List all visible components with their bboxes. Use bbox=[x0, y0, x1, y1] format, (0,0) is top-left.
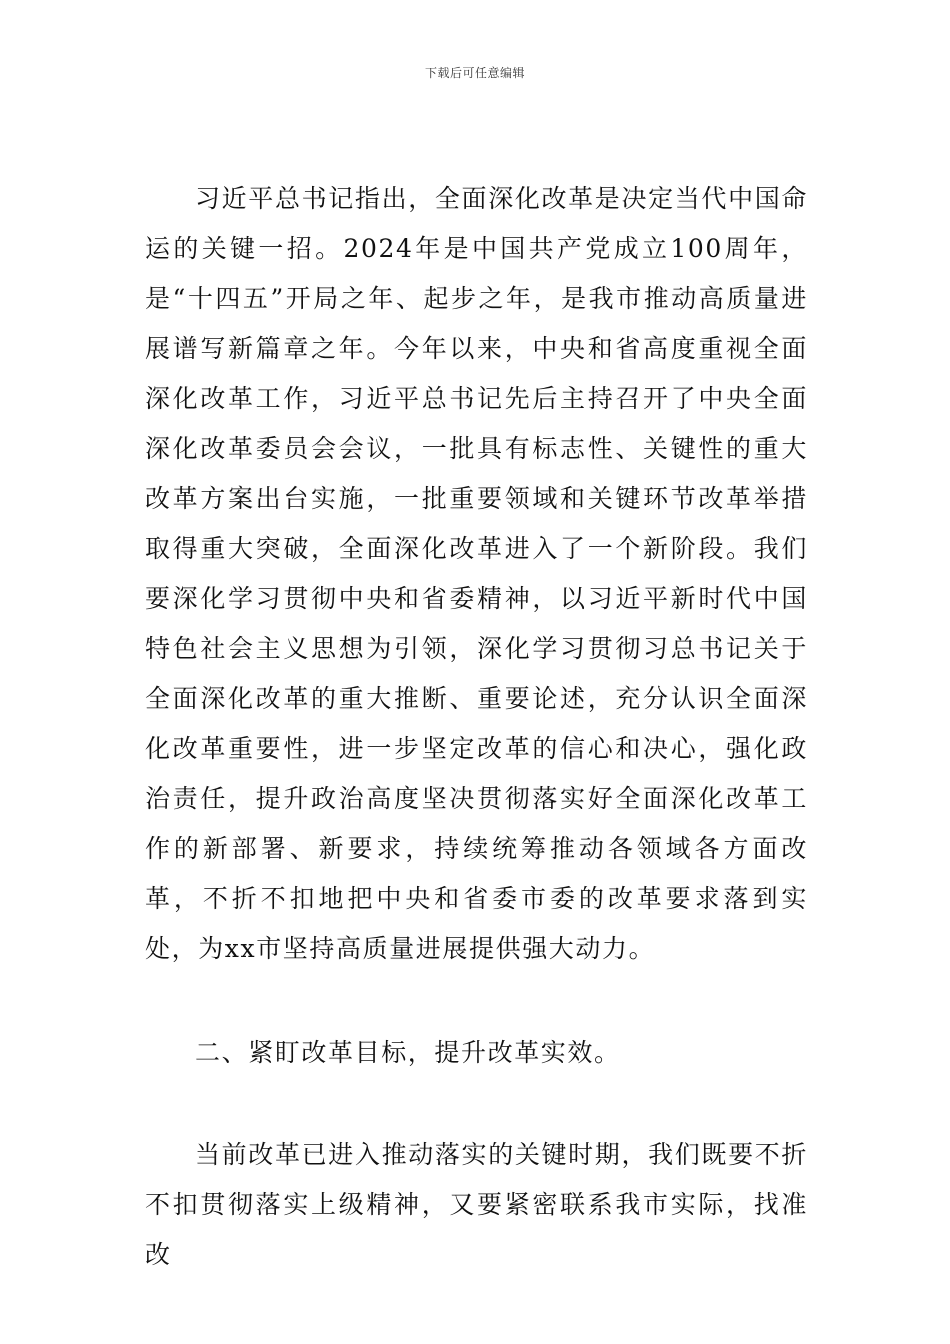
document-body bbox=[145, 174, 808, 1280]
page-header: 下载后可任意编辑 bbox=[424, 66, 525, 80]
section-heading: 二、紧盯改革目标，提升改革实效。 bbox=[195, 1038, 621, 1067]
paragraph-spacer bbox=[145, 974, 808, 1028]
paragraph-spacer bbox=[145, 1078, 808, 1130]
body-paragraph-1: 习近平总书记指出，全面深化改革是决定当代中国命运的关键一招。2024年是中国共产党成立100周年，是“十四五”开局之年、起步之年，是我市推动高质量进展谱写新篇章之年。今年以来，中央和省高度重视全面深化改革工作，习近平总书记先后主持召开了中央全面深化改革委员会会议，一批具有标志性、关键性的重大改革方案出台实施，一批重要领域和关键环节改革举措取得重大突破，全面深化改革进入了一个新阶段。我们要深化学习贯彻中央和省委精神，以习近平新时代中国特色社会主义思想为引领，深化学习贯彻习总书记关于全面深化改革的重大推断、重要论述，充分认识全面深化改革重要性，进一步坚定改革的信心和决心，强化政治责任，提升政治高度坚决贯彻落实好全面深化改革工作的新部署、新要求，持续统筹推动各领域各方面改革，不折不扣地把中央和省委市委的改革要求落到实处，为xx市坚持高质量进展提供强大动力。 bbox=[145, 184, 808, 963]
body-paragraph-2: 当前改革已进入推动落实的关键时期，我们既要不折不扣贯彻落实上级精神，又要紧密联系我市实际，找准改 bbox=[145, 1140, 808, 1269]
